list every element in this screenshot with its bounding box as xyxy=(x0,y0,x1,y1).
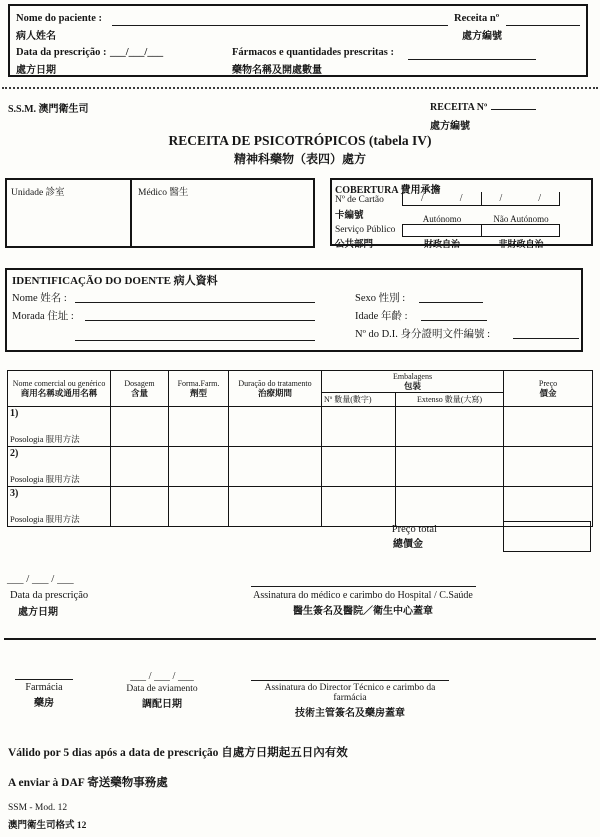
drug-index-2: 2) xyxy=(10,448,19,460)
col-header-preco-zh: 價金 xyxy=(539,388,557,399)
card-number-cell-2[interactable] xyxy=(482,192,560,205)
unidade-label: Unidade 診室 xyxy=(11,188,65,198)
drug-row-1 xyxy=(8,407,593,447)
patient-name-label-zh: 病人姓名 xyxy=(16,31,56,42)
doctor-signature-label-zh: 醫生簽名及醫院／衛生中心蓋章 xyxy=(293,606,433,617)
slash-glyph: / xyxy=(459,193,463,204)
morada-field[interactable] xyxy=(85,308,315,321)
dosagem-cell-1[interactable] xyxy=(111,407,169,447)
forma-cell-1[interactable] xyxy=(169,407,229,447)
col-header-name-pt: Nome comercial ou genérico xyxy=(12,379,106,388)
col-header-num-label: Nº 數量(數字) xyxy=(324,395,372,405)
nome-field[interactable] xyxy=(75,290,315,303)
slash-glyph: / xyxy=(499,193,503,204)
card-number-field[interactable] xyxy=(402,192,560,206)
medications-table xyxy=(7,370,593,527)
cobertura-title: COBERTURA 費用承擔 xyxy=(335,185,441,196)
receita-no-label-zh: 處方編號 xyxy=(462,31,502,42)
dispensing-date-block xyxy=(116,671,208,710)
doctor-signature-label-pt: Assinatura do médico e carimbo do Hospital / C.Saúde xyxy=(253,590,473,601)
director-signature-label-pt: Assinatura do Director Técnico e carimbo da farmácia xyxy=(264,683,436,703)
posologia-label-2: Posologia 服用方法 xyxy=(10,474,80,485)
col-header-preco xyxy=(504,371,593,407)
col-header-duracao-pt: Duração do tratamento xyxy=(238,379,312,388)
receita-number-block xyxy=(430,97,536,132)
doctor-date-label-zh: 處方日期 xyxy=(18,607,58,618)
drug-name-cell-2[interactable] xyxy=(8,447,111,487)
cobertura-box xyxy=(330,178,593,250)
nao-autonomia-financeira-label: 非財政自治 xyxy=(498,239,544,249)
duracao-cell-2[interactable] xyxy=(229,447,322,487)
doctor-signature-line[interactable] xyxy=(251,586,476,587)
prescription-date-label: Data da prescrição : xyxy=(16,47,107,58)
doctor-date-label: Data da prescrição xyxy=(10,590,89,601)
col-header-forma-pt: Forma.Farm. xyxy=(177,379,220,388)
col-header-dosagem-zh: 含量 xyxy=(130,388,148,399)
receita-no-label: Receita nº xyxy=(454,13,500,24)
patient-name-field[interactable] xyxy=(112,13,448,26)
send-to-daf-note: A enviar à DAF 寄送藥物事務處 xyxy=(8,777,168,789)
nome-label: Nome 姓名 : xyxy=(12,293,67,304)
posologia-label-1: Posologia 服用方法 xyxy=(10,434,80,445)
extenso-cell-3[interactable] xyxy=(396,487,504,527)
col-header-embalagens-pt: Embalagens xyxy=(392,372,433,381)
director-signature-label-zh: 技術主管簽名及藥房蓋章 xyxy=(295,708,405,719)
drug-index-3: 3) xyxy=(10,488,19,500)
drug-name-cell-1[interactable] xyxy=(8,407,111,447)
servico-publico-boxes xyxy=(402,224,560,237)
col-header-extenso xyxy=(396,393,504,407)
autonomo-header: Autónomo xyxy=(422,214,462,224)
medico-label: Médico 醫生 xyxy=(138,188,189,198)
pharmacy-name-block xyxy=(0,679,88,709)
col-header-preco-pt: Preço xyxy=(538,379,558,388)
dosagem-cell-2[interactable] xyxy=(111,447,169,487)
total-price-label-pt: Preço total xyxy=(391,524,437,535)
morada-label: Morada 住址 : xyxy=(12,311,74,322)
num-cell-1[interactable] xyxy=(322,407,396,447)
receita-no-field[interactable] xyxy=(506,13,580,26)
director-signature-line[interactable] xyxy=(251,680,449,681)
patient-summary-box xyxy=(8,4,588,77)
validity-note: Válido por 5 dias após a data de prescrição 自處方日期起五日內有效 xyxy=(8,747,348,759)
servico-publico-label-zh: 公共部門 xyxy=(335,240,374,250)
dosagem-cell-3[interactable] xyxy=(111,487,169,527)
medico-cell[interactable] xyxy=(132,180,313,246)
drugs-quantities-field[interactable] xyxy=(408,47,536,60)
col-header-name-zh: 商用名稱或通用名稱 xyxy=(20,388,98,399)
col-header-duracao xyxy=(229,371,322,407)
nao-autonomo-checkbox[interactable] xyxy=(482,225,560,236)
slash-glyph: / xyxy=(538,193,542,204)
slash-glyph: / xyxy=(420,193,424,204)
num-cell-2[interactable] xyxy=(322,447,396,487)
card-number-cell-1[interactable] xyxy=(403,192,482,205)
col-header-extenso-label: Extenso 數量(大寫) xyxy=(416,395,483,405)
pharmacy-name-line[interactable] xyxy=(15,679,73,680)
doc-id-field[interactable] xyxy=(513,326,579,339)
total-price-field[interactable] xyxy=(503,521,591,552)
patient-name-label: Nome do paciente : xyxy=(16,13,103,24)
doctor-date-field[interactable]: ___ / ___ / ___ xyxy=(7,573,74,585)
drug-index-1: 1) xyxy=(10,408,19,420)
drug-row-2 xyxy=(8,447,593,487)
dispensing-date-label-pt: Data de aviamento xyxy=(126,684,198,694)
autonomia-financeira-label: 財政自治 xyxy=(423,239,460,249)
ssm-letterhead: S.S.M. 澳門衛生司 xyxy=(8,104,89,115)
form-title-block xyxy=(0,133,600,167)
col-header-num xyxy=(322,393,396,407)
receita-number-label-zh: 處方編號 xyxy=(430,121,470,132)
nao-autonomo-header: Não Autónomo xyxy=(493,214,549,224)
dispensing-date-label-zh: 調配日期 xyxy=(142,699,182,710)
pharmacy-name-label-zh: 藥房 xyxy=(34,698,54,709)
form-model-pt: SSM - Mod. 12 xyxy=(8,803,68,813)
dispensing-date-field[interactable]: ___ / ___ / ___ xyxy=(130,671,194,682)
dotted-separator xyxy=(2,87,598,89)
autonomo-checkbox[interactable] xyxy=(403,225,482,236)
form-model-zh: 澳門衛生司格式 12 xyxy=(8,821,87,831)
receita-number-field[interactable] xyxy=(491,99,536,110)
unidade-cell[interactable] xyxy=(7,180,132,246)
duracao-cell-3[interactable] xyxy=(229,487,322,527)
card-number-label: Nº de Cartão xyxy=(335,195,384,205)
num-cell-3[interactable] xyxy=(322,487,396,527)
pharmacy-name-label-pt: Farmácia xyxy=(25,682,63,693)
duracao-cell-1[interactable] xyxy=(229,407,322,447)
total-price-label-zh: 總價金 xyxy=(393,539,423,550)
preco-cell-1[interactable] xyxy=(504,407,593,447)
col-header-name xyxy=(8,371,111,407)
servico-publico-label: Serviço Público xyxy=(335,225,396,235)
form-title-zh: 精神科藥物（表四）處方 xyxy=(233,152,366,166)
morada-field-line2[interactable] xyxy=(75,328,315,341)
sexo-label: Sexo 性別 : xyxy=(355,293,406,304)
col-header-embalagens-zh: 包裝 xyxy=(404,381,422,392)
col-header-embalagens xyxy=(322,371,504,393)
col-header-dosagem xyxy=(111,371,169,407)
patient-id-box xyxy=(5,268,583,352)
extenso-cell-2[interactable] xyxy=(396,447,504,487)
col-header-forma xyxy=(169,371,229,407)
unit-doctor-box xyxy=(5,178,315,248)
idade-field[interactable] xyxy=(421,308,487,321)
sexo-field[interactable] xyxy=(419,290,483,303)
col-header-duracao-zh: 治療期間 xyxy=(257,388,292,399)
doctor-signature-block xyxy=(213,586,513,617)
forma-cell-2[interactable] xyxy=(169,447,229,487)
extenso-cell-1[interactable] xyxy=(396,407,504,447)
receita-number-label: RECEITA Nº xyxy=(430,102,488,113)
form-title-pt: RECEITA DE PSICOTRÓPICOS (tabela IV) xyxy=(168,133,432,148)
prescription-date-label-zh: 處方日期 xyxy=(16,65,56,76)
idade-label: Idade 年齡 : xyxy=(355,311,408,322)
drugs-quantities-label-zh: 藥物名稱及開處數量 xyxy=(232,65,322,76)
section-divider xyxy=(4,638,596,640)
col-header-forma-zh: 劑型 xyxy=(189,388,207,399)
total-price-label-block xyxy=(277,524,437,550)
prescription-date-field[interactable]: ___/___/___ xyxy=(110,47,164,58)
col-header-dosagem-pt: Dosagem xyxy=(124,379,155,388)
drug-name-cell-3[interactable] xyxy=(8,487,111,527)
director-signature-block xyxy=(250,680,450,719)
patient-id-title: IDENTIFICAÇÃO DO DOENTE 病人資料 xyxy=(12,275,218,287)
preco-cell-2[interactable] xyxy=(504,447,593,487)
posologia-label-3: Posologia 服用方法 xyxy=(10,514,80,525)
doc-id-label: Nº do D.I. 身分證明文件編號 : xyxy=(355,329,491,340)
card-number-label-zh: 卡編號 xyxy=(335,211,364,221)
drugs-quantities-label: Fármacos e quantidades prescritas : xyxy=(232,47,394,58)
forma-cell-3[interactable] xyxy=(169,487,229,527)
